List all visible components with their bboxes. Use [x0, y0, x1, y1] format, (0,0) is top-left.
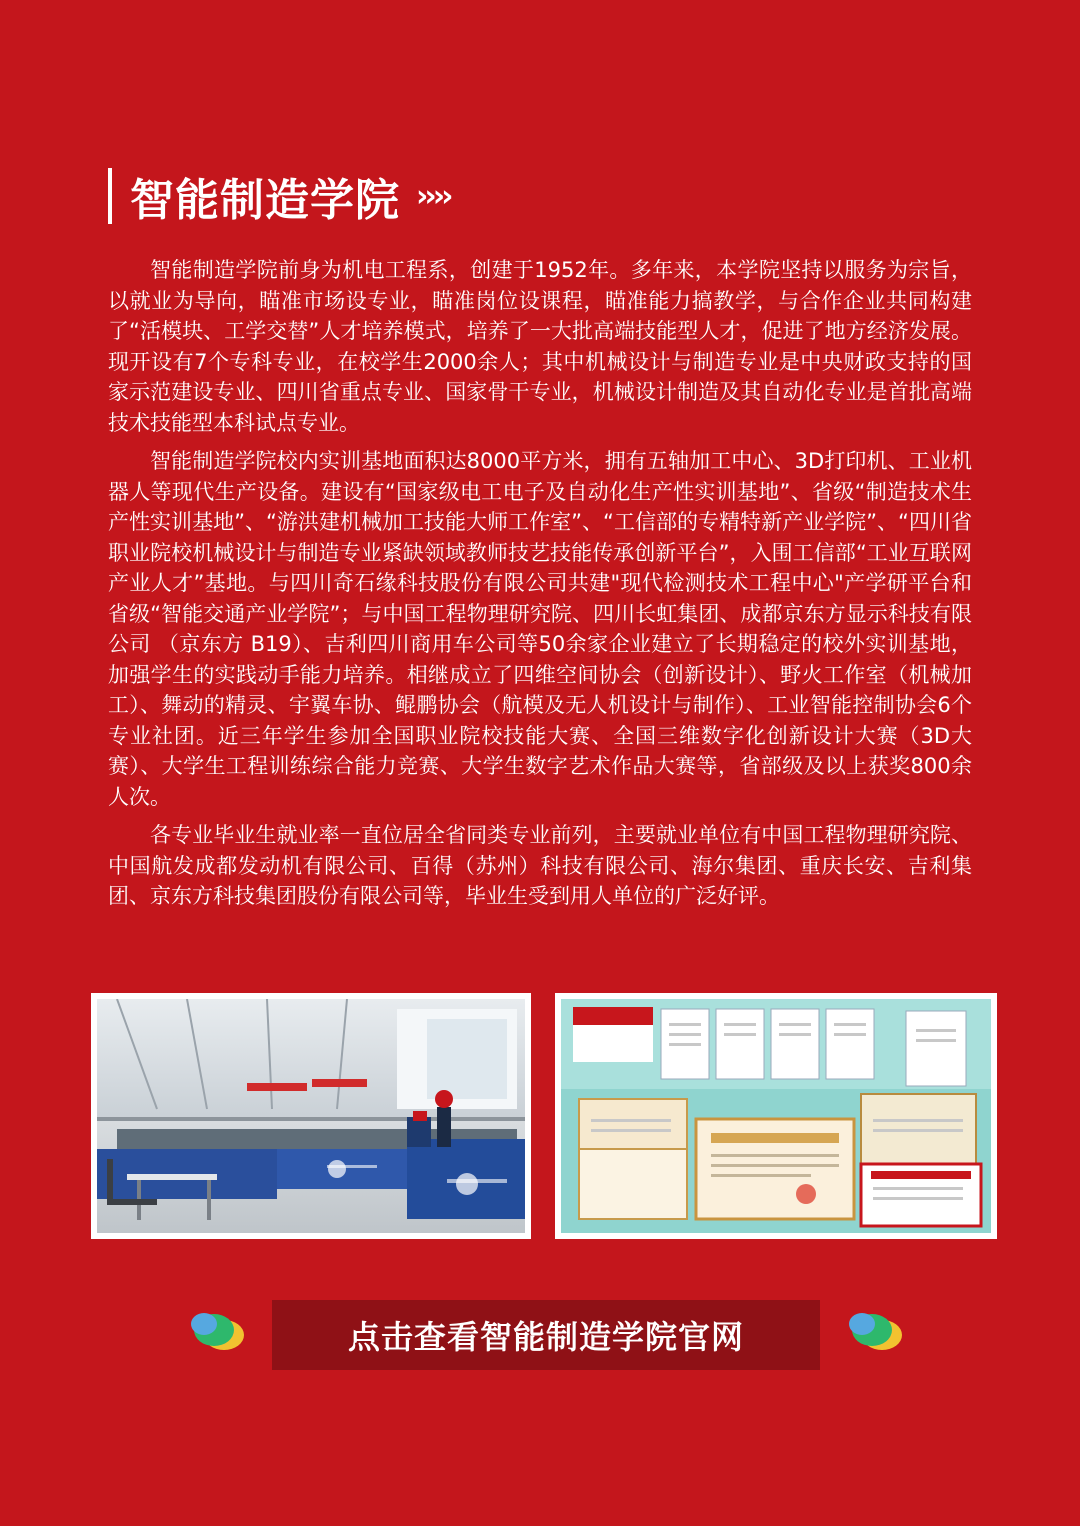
paragraph-employment: 各专业毕业生就业率一直位居全省同类专业前列，主要就业单位有中国工程物理研究院、中国航发成都发动机有限公司、百得（苏州）科技有限公司、海尔集团、重庆长安、吉利集团、京东方科技集团股份有限公司等，毕业生受到用人单位的广泛好评。: [108, 823, 972, 908]
chat-bubbles-icon: [188, 1308, 248, 1356]
certificates-photo-image: [561, 999, 991, 1233]
chat-bubbles-icon: [846, 1308, 906, 1356]
visit-website-button[interactable]: 点击查看智能制造学院官网: [272, 1300, 820, 1370]
workshop-photo-image: [97, 999, 525, 1233]
paragraph-facilities: 智能制造学院校内实训基地面积达8000平方米，拥有五轴加工中心、3D打印机、工业机器人等现代生产设备。建设有“国家级电工电子及自动化生产性实训基地”、省级“制造技术生产性实训基地”、“游洪建机械加工技能大师工作室”、“工信部的专精特新产业学院”、“四川省职业院校机械设计与制造专业紧缺领域教师技艺技能传承创新平台”，入围工信部“工业互联网产业人才”基地。与四川奇石缘科技股份有限公司共建"现代检测技术工程中心"产学研平台和省级“智能交通产业学院”；与中国工程物理研究院、四川长虹集团、成都京东方显示科技有限公司 （京东方 B19）、吉利四川商用车公司等50余家企业建立了长期稳定的校外实训基地，加强学生的实践动手能力培养。相继成立了四维空间协会（创新设计）、野火工作室（机械加工）、舞动的精灵、宇翼车协、鲲鹏协会（航模及无人机设计与制作）、工业智能控制协会6个专业社团。近三年学生参加全国职业院校技能大赛、全国三维数字化创新设计大赛（3D大赛）、大学生工程训练综合能力竞赛、大学生数字艺术作品大赛等，省部级及以上获奖800余人次。: [108, 449, 972, 809]
heading-arrows: ››››: [416, 178, 450, 214]
heading-accent-bar: [108, 168, 112, 224]
paragraph-history: 智能制造学院前身为机电工程系，创建于1952年。多年来，本学院坚持以服务为宗旨，以就业为导向，瞄准市场设专业，瞄准岗位设课程，瞄准能力搞教学，与合作企业共同构建了“活模块、工学交替”人才培养模式，培养了一大批高端技能型人才，促进了地方经济发展。现开设有7个专科专业，在校学生2000余人；其中机械设计与制造专业是中央财政支持的国家示范建设专业、四川省重点专业、国家骨干专业，机械设计制造及其自动化专业是首批高端技术技能型本科试点专业。: [108, 258, 972, 435]
intro-text: [108, 255, 972, 920]
workshop-photo: [91, 993, 531, 1239]
certificates-photo: [555, 993, 997, 1239]
section-heading: [108, 166, 449, 226]
heading-title: 智能制造学院: [130, 175, 400, 226]
